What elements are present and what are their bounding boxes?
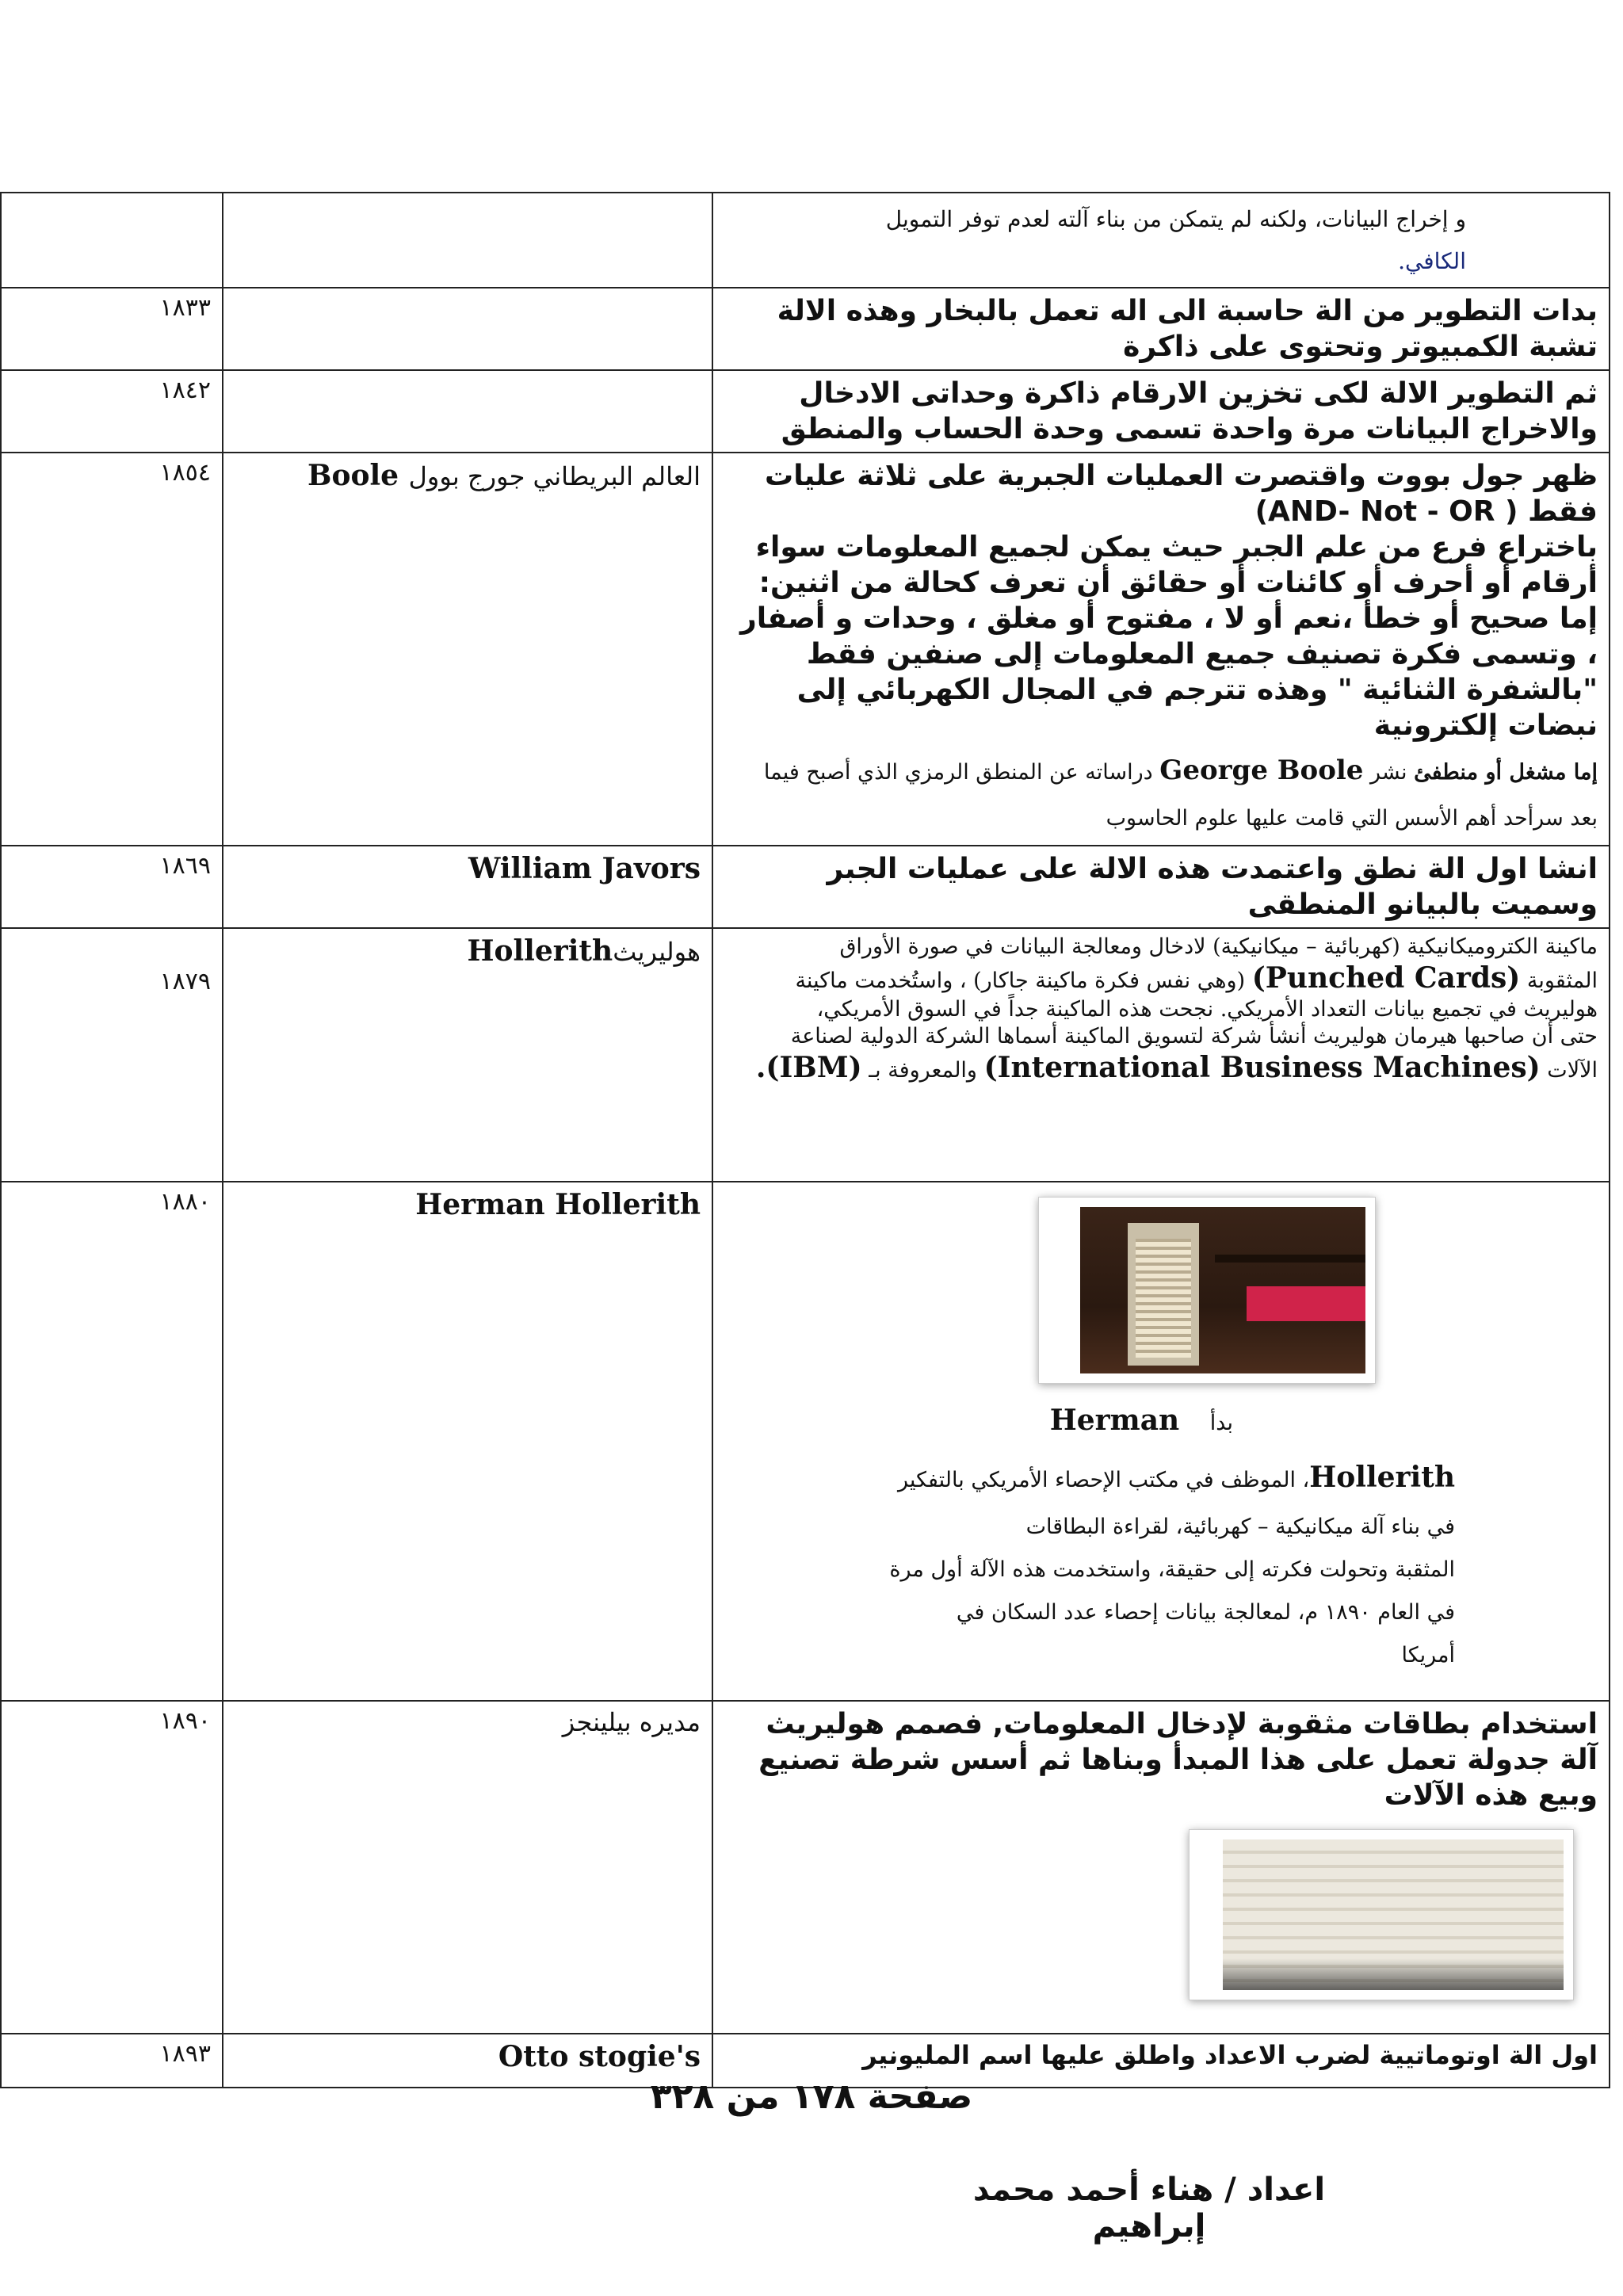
desc-text: بدأ [1209, 1411, 1233, 1436]
desc-text: استخدام بطاقات مثقوبة لإدخال المعلومات, فصمم هوليريث آلة جدولة تعمل على هذا المبدأ وبناها ثم أسس شرطة تصنيع وبيع هذه الآلات [758, 1708, 1598, 1813]
desc-text: (وهي نفس فكرة ماكينة جاكار) ، واستُخدمت ماكينة [795, 968, 1246, 994]
desc-text: ماكينة الكتروميكانيكية (كهربائية – ميكانيكية) لادخال ومعالجة البيانات في صورة الأوراق [839, 934, 1598, 960]
year-cell: ١٨٦٩ [1, 846, 223, 928]
desc-cell [712, 193, 1610, 288]
desc-text: ظهر جول بووت واقتصرت العمليات الجبرية على ثلاثة عليات فقط ( AND- Not - OR) [765, 460, 1598, 529]
desc-cell: بدات التطوير من الة حاسبة الى اله تعمل بالبخار وهذه الالة تشبة الكمبيوتر وتحتوى على ذاكرة [712, 288, 1610, 370]
desc-text: و إخراج البيانات، ولكنه لم يتمكن من بناء آلته لعدم توفر التمويل [885, 206, 1466, 232]
desc-text: حتى أن صاحبها هيرمان هوليريث أنشأ شركة لتسويق الماكينة أسماها الشركة الدولية لصناعة [790, 1023, 1598, 1049]
name-cell: Herman Hollerith [223, 1182, 712, 1701]
desc-text: باختراع فرع من علم الجبر حيث يمكن لجميع المعلومات سواء أرقام أو أحرف أو كائنات أو حقائق أن تعرف كحالة من اثنين: إما صحيح أو خطأ ،نعم أو لا ، مفتوح أو مغلق ، وحدات و أصفار ، وتسمى فكرة تصنيف جميع المعلومات إلى صنفين فقط "بالشفرة الثنائية " وهذه تترجم في المجال الكهربائي إلى نبضات إلكترونية [739, 531, 1598, 743]
desc-text: (International Business Machines) [983, 1050, 1541, 1084]
table-row [1, 846, 1610, 928]
punched-cards-photo [1223, 1839, 1564, 1990]
desc-text: ، الموظف في مكتب الإحصاء الأمريكي بالتفكير [898, 1468, 1310, 1493]
name-text: Boole [307, 459, 399, 493]
name-cell [223, 193, 712, 288]
table-row [1, 928, 1610, 1182]
desc-text: (IBM). [755, 1050, 862, 1084]
desc-text: المثقوبة [1526, 968, 1598, 994]
desc-text [724, 1392, 1233, 1449]
year-cell: ١٨٩٣ [1, 2034, 223, 2088]
year-cell: ١٨٨٠ [1, 1182, 223, 1701]
desc-cell: اول الة اوتوماتيية لضرب الاعداد واطلق عليها اسم المليونير [712, 2034, 1610, 2088]
desc-text: دراساته عن المنطق الرمزي الذي أصبح فيما [763, 760, 1153, 785]
table-row [1, 193, 1610, 288]
name-text: هوليريث [613, 937, 701, 968]
desc-text: إما مشغل أو منطفئ [1414, 760, 1598, 785]
desc-text: في بناء آلة ميكانيكية – كهربائية، لقراءة البطاقات [1025, 1515, 1455, 1540]
desc-text: هوليريث في تجميع بيانات التعداد الأمريكي. نجحت هذه الماكينة جداً في السوق الأمريكي، [816, 997, 1598, 1022]
name-cell [223, 453, 712, 846]
year-cell [1, 193, 223, 288]
desc-text: في العام ١٨٩٠ م، لمعالجة بيانات إحصاء عدد السكان في [956, 1600, 1455, 1626]
table-row [1, 1182, 1610, 1701]
desc-cell: ثم التطوير الالة لكى تخزين الارقام ذاكرة وحداتى الادخال والاخراج البيانات مرة واحدة تسمى وحدة الحساب والمنطق [712, 370, 1610, 453]
year-cell: ١٨٩٠ [1, 1701, 223, 2034]
year-cell [1, 928, 223, 1182]
year-cell: ١٨٣٣ [1, 288, 223, 370]
desc-text: الآلات [1547, 1057, 1598, 1083]
year-cell: ١٨٤٢ [1, 370, 223, 453]
desc-text: أمريكا [1401, 1643, 1455, 1668]
cards-photo-frame [1189, 1829, 1574, 2000]
desc-text: Herman [1049, 1404, 1180, 1438]
name-cell [223, 288, 712, 370]
name-text: Hollerith [467, 934, 613, 968]
desc-text: المثقبة وتحولت فكرته إلى حقيقة، واستخدمت هذه الآلة أول مرة [889, 1557, 1455, 1583]
desc-cell: انشا اول الة نطق واعتمدت هذه الالة على عمليات الجبر وسميت بالبيانو المنطقى [712, 846, 1610, 928]
name-text: العالم البريطاني جورج بوول [408, 461, 701, 492]
desc-cell [712, 453, 1610, 846]
desc-text [724, 1449, 1455, 1506]
desc-text: نشر [1370, 760, 1407, 785]
author-credit: اعداد / هناء أحمد محمد إبراهيم [972, 2172, 1326, 2244]
name-cell: مديره بيلينجز [223, 1701, 712, 2034]
table-row [1, 370, 1610, 453]
name-cell: William Javors [223, 846, 712, 928]
desc-text: بعد سرأحد أهم الأسس التي قامت عليها علوم الحاسوب [1106, 806, 1598, 831]
loom-photo-frame [1038, 1197, 1376, 1384]
history-table [0, 192, 1610, 2088]
desc-text [724, 743, 1598, 797]
desc-text [724, 1050, 1598, 1086]
table-row [1, 288, 1610, 370]
desc-text: الكافي. [1398, 248, 1466, 275]
year-cell: ١٨٥٤ [1, 453, 223, 846]
name-cell [223, 928, 712, 1182]
name-cell: Otto stogie's [223, 2034, 712, 2088]
desc-text: George Boole [1159, 755, 1364, 787]
desc-text [724, 961, 1598, 996]
desc-cell [712, 928, 1610, 1182]
year-text: ١٨٧٩ [159, 968, 211, 996]
desc-text: والمعروفة بـ [869, 1057, 977, 1083]
table-row [1, 1701, 1610, 2034]
table-row [1, 453, 1610, 846]
desc-text: (Punched Cards) [1251, 961, 1521, 995]
desc-cell [712, 1701, 1610, 2034]
page-number: صفحة ١٧٨ من ٣٢٨ [650, 2076, 973, 2117]
desc-text: Hollerith [1309, 1461, 1455, 1495]
name-cell [223, 370, 712, 453]
jacquard-loom-photo [1080, 1207, 1365, 1373]
desc-cell [712, 1182, 1610, 1701]
